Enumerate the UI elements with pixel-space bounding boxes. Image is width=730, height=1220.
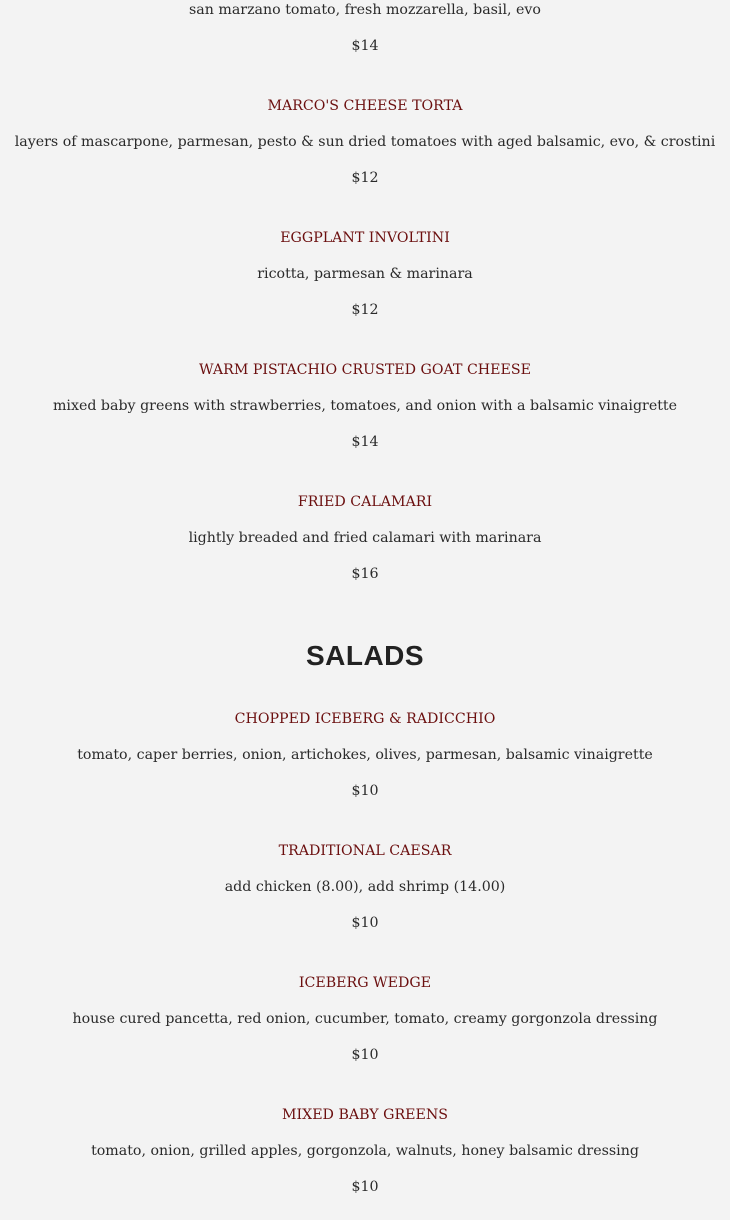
menu-item-title: MARCO'S CHEESE TORTA xyxy=(267,98,463,114)
menu-item-price: $10 xyxy=(351,783,379,799)
menu-item-price: $14 xyxy=(351,38,379,54)
menu-item-description: layers of mascarpone, parmesan, pesto & sun dried tomatoes with aged balsamic, evo, & crostini xyxy=(14,134,716,150)
menu-item-price: $12 xyxy=(351,302,379,318)
menu-item-price: $12 xyxy=(351,170,379,186)
menu-item-price: $10 xyxy=(351,1047,379,1063)
menu-item-description: san marzano tomato, fresh mozzarella, basil, evo xyxy=(189,2,541,18)
menu-item-description: add chicken (8.00), add shrimp (14.00) xyxy=(224,879,506,895)
section-heading-salads: SALADS xyxy=(305,640,425,671)
menu-item-title: TRADITIONAL CAESAR xyxy=(278,843,452,859)
menu-item-title: FRIED CALAMARI xyxy=(297,494,433,510)
menu-item-title: EGGPLANT INVOLTINI xyxy=(280,230,450,246)
menu-item-title: ICEBERG WEDGE xyxy=(298,975,432,991)
menu-item-description: tomato, caper berries, onion, artichokes, olives, parmesan, balsamic vinaigrette xyxy=(77,747,653,763)
menu-item-price: $10 xyxy=(351,915,379,931)
menu-item-title: WARM PISTACHIO CRUSTED GOAT CHEESE xyxy=(199,362,531,378)
menu-item-description: lightly breaded and fried calamari with marinara xyxy=(188,530,542,546)
menu-item-price: $16 xyxy=(351,566,379,582)
menu-item-price: $14 xyxy=(351,434,379,450)
menu-item-description: house cured pancetta, red onion, cucumber, tomato, creamy gorgonzola dressing xyxy=(72,1011,658,1027)
menu-item-description: tomato, onion, grilled apples, gorgonzola, walnuts, honey balsamic dressing xyxy=(91,1143,639,1159)
menu-item-description: mixed baby greens with strawberries, tomatoes, and onion with a balsamic vinaigrette xyxy=(52,398,678,414)
menu-item-description: ricotta, parmesan & marinara xyxy=(257,266,473,282)
menu-item-title: CHOPPED ICEBERG & RADICCHIO xyxy=(234,711,496,727)
menu-item-price: $10 xyxy=(351,1179,379,1195)
menu-item-title: MIXED BABY GREENS xyxy=(281,1107,449,1123)
